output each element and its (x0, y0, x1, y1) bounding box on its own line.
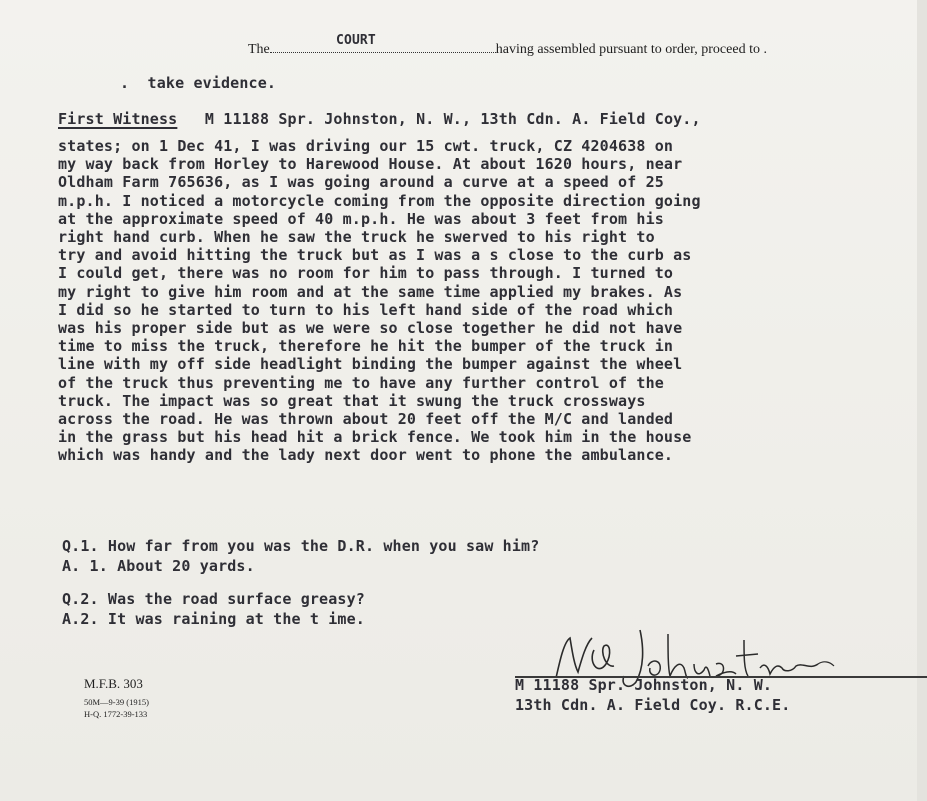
answer-2: A.2. It was raining at the t ime. (62, 610, 365, 628)
take-evidence: . take evidence. (120, 74, 277, 92)
first-witness-label: First Witness (58, 110, 178, 128)
witness-heading (58, 110, 701, 128)
witness-statement (58, 137, 701, 465)
form-print-line-2: H-Q. 1772-39-133 (84, 709, 148, 719)
qa-block-1 (62, 536, 539, 576)
statement-line: try and avoid hitting the truck but as I was a s close to the curb as (58, 246, 692, 265)
statement-line: which was handy and the lady next door went to phone the ambulance. (58, 446, 674, 465)
statement-line: Oldham Farm 765636, as I was going around a curve at a speed of 25 (58, 173, 664, 192)
statement-line: was his proper side but as we were so close together he did not have (58, 319, 683, 338)
statement-line: at the approximate speed of 40 m.p.h. He was about 3 feet from his (58, 209, 664, 228)
statement-line: I could get, there was no room for him to pass through. I turned to (58, 264, 674, 283)
question-1: Q.1. How far from you was the D.R. when you saw him? (62, 537, 540, 555)
statement-line: of the truck thus preventing me to have any further control of the (58, 373, 664, 392)
statement-line: line with my off side headlight binding the bumper against the wheel (58, 355, 683, 374)
signature-typed-block (515, 675, 790, 715)
signature-unit-line: 13th Cdn. A. Field Coy. R.C.E. (515, 696, 791, 714)
statement-line: states; on 1 Dec 41, I was driving our 15 cwt. truck, CZ 4204638 on (58, 137, 674, 155)
form-the: The (248, 42, 270, 57)
form-print-line-1: 50M—9-39 (1915) (84, 697, 149, 707)
court-label: COURT (336, 33, 376, 48)
form-reference (84, 676, 149, 720)
statement-line: in the grass but his head hit a brick fence. We took him in the house (58, 428, 692, 447)
witness-id-line: M 11188 Spr. Johnston, N. W., 13th Cdn. A. Field Coy., (204, 110, 701, 128)
statement-line: right hand curb. When he saw the truck he swerved to his right to (58, 228, 655, 247)
statement-line: I did so he started to turn to his left hand side of the road which (58, 300, 674, 319)
statement-line: my way back from Horley to Harewood House. At about 1620 hours, near (58, 155, 683, 174)
signature-name-line: M 11188 Spr. Johnston, N. W. (515, 676, 773, 694)
answer-1: A. 1. About 20 yards. (62, 557, 255, 575)
statement-line: m.p.h. I noticed a motorcycle coming from the opposite direction going (58, 191, 701, 210)
qa-block-2 (62, 589, 365, 629)
statement-line: my right to give him room and at the same time applied my brakes. As (58, 282, 683, 301)
statement-line: truck. The impact was so great that it swung the truck crossways (58, 391, 646, 410)
question-2: Q.2. Was the road surface greasy? (62, 590, 365, 608)
form-having: having assembled pursuant to order, proceed to (495, 42, 760, 57)
form-header-line: The having assembled pursuant to order, proceed to . (248, 42, 767, 57)
form-blank-dots (270, 40, 496, 53)
page-edge (917, 0, 927, 801)
statement-line: time to miss the truck, therefore he hit the bumper of the truck in (58, 337, 674, 356)
form-code: M.F.B. 303 (84, 676, 143, 691)
statement-line: across the road. He was thrown about 20 feet off the M/C and landed (58, 410, 674, 429)
